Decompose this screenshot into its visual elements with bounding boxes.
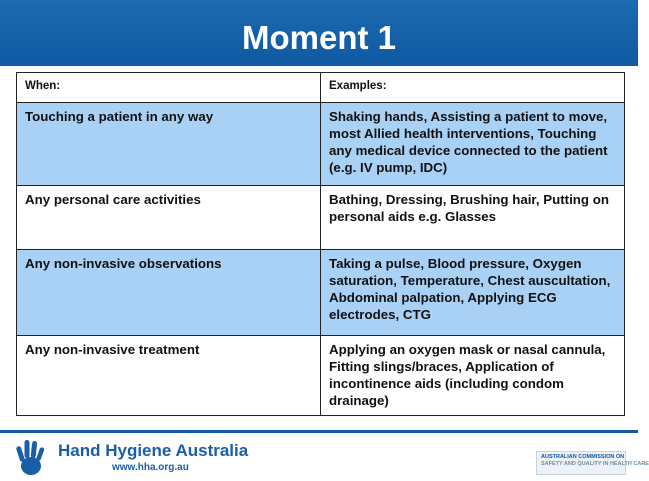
moment-table bbox=[16, 72, 625, 416]
table-row bbox=[17, 250, 625, 336]
cell-examples: Applying an oxygen mask or nasal cannula, Fitting slings/braces, Application of incontinence aids (including condom drainage) bbox=[321, 336, 625, 416]
footer-bar bbox=[0, 430, 649, 481]
table-row bbox=[17, 336, 625, 416]
commission-logo-icon bbox=[536, 451, 649, 475]
commission-line-1: AUSTRALIAN COMMISSION ON bbox=[541, 454, 625, 460]
cell-when: Any non-invasive treatment bbox=[17, 336, 321, 416]
cell-when: Any personal care activities bbox=[17, 186, 321, 250]
hand-print-logo-icon bbox=[12, 438, 48, 478]
brand-name: Hand Hygiene Australia bbox=[58, 441, 249, 460]
header-when: When: bbox=[17, 73, 321, 103]
table-header-row bbox=[17, 73, 625, 103]
header-examples: Examples: bbox=[321, 73, 625, 103]
table-row bbox=[17, 186, 625, 250]
table-row bbox=[17, 103, 625, 186]
cell-examples: Taking a pulse, Blood pressure, Oxygen saturation, Temperature, Chest auscultation, Abdominal palpation, Applying ECG electrodes, CTG bbox=[321, 250, 625, 336]
cell-examples: Bathing, Dressing, Brushing hair, Putting on personal aids e.g. Glasses bbox=[321, 186, 625, 250]
commission-line-2: SAFETY AND QUALITY IN HEALTH CARE bbox=[541, 460, 649, 467]
cell-when: Any non-invasive observations bbox=[17, 250, 321, 336]
slide-title: Moment 1 bbox=[241, 19, 396, 56]
cell-examples: Shaking hands, Assisting a patient to move, most Allied health interventions, Touching any medical device connected to the patient (e.g. IV pump, IDC) bbox=[321, 103, 625, 186]
brand-url[interactable]: www.hha.org.au bbox=[112, 462, 189, 473]
cell-when: Touching a patient in any way bbox=[17, 103, 321, 186]
